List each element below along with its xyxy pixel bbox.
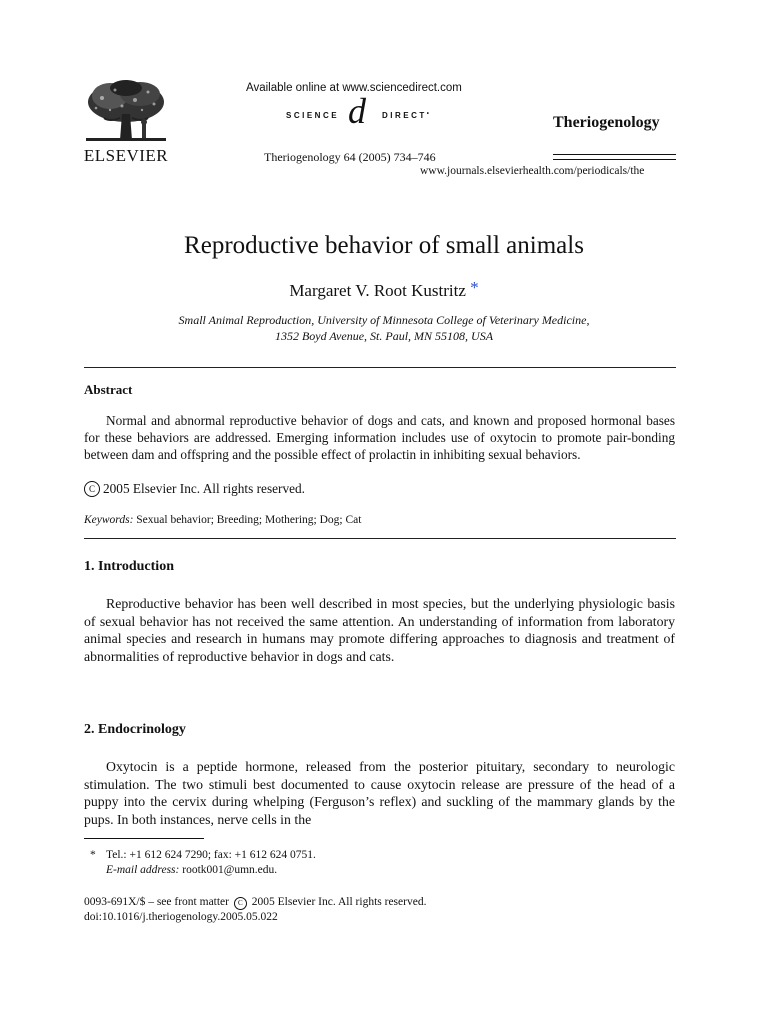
section-body-endocrinology (84, 758, 675, 828)
abstract-paragraph: Normal and abnormal reproductive behavior of dogs and cats, and known and proposed hormonal bases for these behaviors are addressed. Emerging information includes use of oxytocin to promote pair-bonding between dam and offspring and the possible effect of prolactin in inhibiting sexual behaviors. (84, 413, 675, 462)
issn-text: 0093-691X/$ – see front matter (84, 896, 229, 908)
sciencedirect-d-icon: d (348, 91, 366, 131)
abstract-copyright (84, 481, 305, 497)
author-name: Margaret V. Root Kustritz (289, 281, 466, 300)
sciencedirect-science: SCIENCE (286, 111, 340, 120)
section-heading-endocrinology: 2. Endocrinology (84, 722, 186, 737)
author-footnote-link[interactable]: * (470, 278, 479, 297)
footer (84, 895, 426, 925)
sciencedirect-direct (382, 111, 431, 120)
elsevier-logo (80, 78, 172, 166)
journal-rule-bottom (553, 159, 676, 160)
sciencedirect-direct-label: DIRECT (382, 111, 427, 120)
affiliation-line-2: 1352 Boyd Avenue, St. Paul, MN 55108, USA (274, 329, 494, 343)
doi[interactable]: doi:10.1016/j.theriogenology.2005.05.022 (84, 911, 278, 923)
affiliation-line-1: Small Animal Reproduction, University of Minnesota College of Veterinary Medicine, (178, 313, 590, 327)
copyright-icon: C (234, 897, 247, 910)
keywords-label: Keywords: (84, 514, 134, 526)
email-address[interactable]: rootk001@umn.edu. (182, 864, 278, 876)
abstract-body (84, 412, 675, 463)
copyright-icon: C (84, 481, 100, 497)
section-heading-introduction: 1. Introduction (84, 559, 174, 574)
divider-bottom (84, 538, 676, 539)
footer-copyright: 2005 Elsevier Inc. All rights reserved. (251, 896, 427, 908)
journal-rule-top (553, 154, 676, 155)
affiliation (0, 312, 768, 344)
paragraph: Reproductive behavior has been well described in most species, but the underlying physiologic basis of sexual behavior has not received the same attention. An understanding of information from laboratory animal species and research in humans may promote differing approaches to diagnosis and treatment of abnormalities of reproductive behavior in dogs and cats. (84, 596, 675, 664)
available-online-text[interactable]: Available online at www.sciencedirect.com (246, 82, 462, 94)
keywords (84, 514, 361, 526)
footer-issn (84, 895, 426, 910)
footnote-contact (84, 848, 316, 863)
footnote-email-line (84, 863, 316, 878)
paragraph: Oxytocin is a peptide hormone, released from the posterior pituitary, secondary to neurologic stimulation. The two stimuli best documented to cause oxytocin release are pressure of the head of a puppy into the cervix during whelping (Ferguson’s reflex) and suckling of the mammary glands by the pups. In both instances, nerve cells in the (84, 759, 675, 827)
section-body-introduction (84, 595, 675, 665)
sciencedirect-logo (286, 91, 446, 133)
sciencedirect-mark: • (426, 111, 432, 117)
abstract-heading: Abstract (84, 382, 133, 397)
email-label: E-mail address: (106, 864, 180, 876)
publisher-name: ELSEVIER (83, 146, 169, 165)
elsevier-tree-icon (80, 78, 172, 146)
divider-top (84, 367, 676, 368)
journal-citation: Theriogenology 64 (2005) 734–746 (264, 150, 436, 164)
journal-url[interactable]: www.journals.elsevierhealth.com/periodicals/the (420, 165, 645, 177)
footnote (84, 848, 316, 878)
article-title: Reproductive behavior of small animals (184, 232, 584, 259)
footnote-mark: * (90, 849, 96, 861)
footnote-tel: Tel.: +1 612 624 7290; fax: +1 612 624 0751. (106, 849, 316, 861)
author (0, 278, 768, 301)
journal-title: Theriogenology (553, 114, 660, 131)
keywords-list: Sexual behavior; Breeding; Mothering; Dog; Cat (136, 514, 362, 526)
footnote-rule (84, 838, 204, 839)
abstract-copyright-text: 2005 Elsevier Inc. All rights reserved. (103, 481, 305, 496)
